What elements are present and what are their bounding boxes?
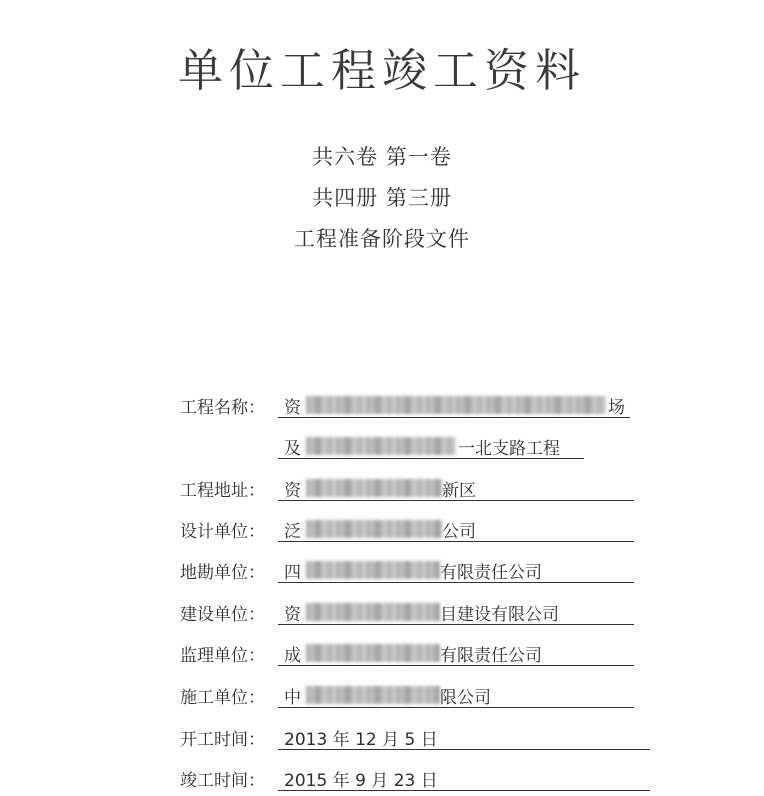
volume-line: 共六卷 第一卷 <box>312 145 452 169</box>
value-prefix: 泛 <box>284 522 301 542</box>
field-project-address <box>180 476 640 502</box>
value-suffix: 有限责任公司 <box>440 563 542 583</box>
value-suffix: 公司 <box>442 522 476 542</box>
redacted-block <box>306 520 442 538</box>
field-value <box>278 683 634 708</box>
field-label: 监理单位： <box>180 646 265 666</box>
field-start-date <box>180 725 660 751</box>
redacted-block <box>306 396 606 414</box>
value-suffix: 限公司 <box>440 688 491 708</box>
field-label: 开工时间： <box>180 730 265 750</box>
redacted-block <box>306 644 440 662</box>
value-suffix: 一北支路工程 <box>458 439 560 459</box>
value-prefix: 四 <box>284 563 301 583</box>
field-value <box>278 558 634 583</box>
field-value <box>278 600 634 625</box>
redacted-block <box>306 437 456 455</box>
redacted-block <box>306 603 440 621</box>
field-survey-unit <box>180 558 640 584</box>
field-value <box>278 517 634 542</box>
field-label: 竣工时间： <box>180 771 265 791</box>
value-prefix: 资 <box>284 481 301 501</box>
value-prefix: 及 <box>284 439 301 459</box>
field-label: 工程地址： <box>180 481 265 501</box>
field-label: 设计单位： <box>180 522 265 542</box>
field-value <box>278 393 630 418</box>
field-completion-date <box>180 766 660 792</box>
value-prefix: 资 <box>284 605 301 625</box>
field-supervision-unit <box>180 641 640 667</box>
field-value <box>278 725 650 750</box>
field-value <box>278 476 634 501</box>
value-prefix: 成 <box>284 646 301 666</box>
start-date-value: 2013 年 12 月 5 日 <box>284 730 438 750</box>
value-prefix: 中 <box>284 688 301 708</box>
book-line: 共四册 第三册 <box>312 186 452 210</box>
field-label: 施工单位： <box>180 688 265 708</box>
redacted-block <box>306 686 440 704</box>
field-builder-unit <box>180 683 640 709</box>
field-label: 建设单位： <box>180 605 265 625</box>
redacted-block <box>306 479 442 497</box>
redacted-block <box>306 561 440 579</box>
field-value <box>278 641 634 666</box>
value-suffix: 有限责任公司 <box>440 646 542 666</box>
field-label: 地勘单位： <box>180 563 265 583</box>
field-value <box>278 766 650 791</box>
value-suffix: 场 <box>608 398 625 418</box>
completion-date-value: 2015 年 9 月 23 日 <box>284 771 438 791</box>
value-prefix: 资 <box>284 398 301 418</box>
document-title: 单位工程竣工资料 <box>177 44 586 97</box>
field-project-name <box>180 393 640 419</box>
value-suffix: 目建设有限公司 <box>440 605 559 625</box>
field-design-unit <box>180 517 640 543</box>
field-construction-owner <box>180 600 640 626</box>
value-suffix: 新区 <box>442 481 476 501</box>
stage-line: 工程准备阶段文件 <box>294 227 470 251</box>
field-project-name-cont <box>180 434 600 460</box>
field-label: 工程名称： <box>180 398 265 418</box>
field-value <box>278 434 584 459</box>
